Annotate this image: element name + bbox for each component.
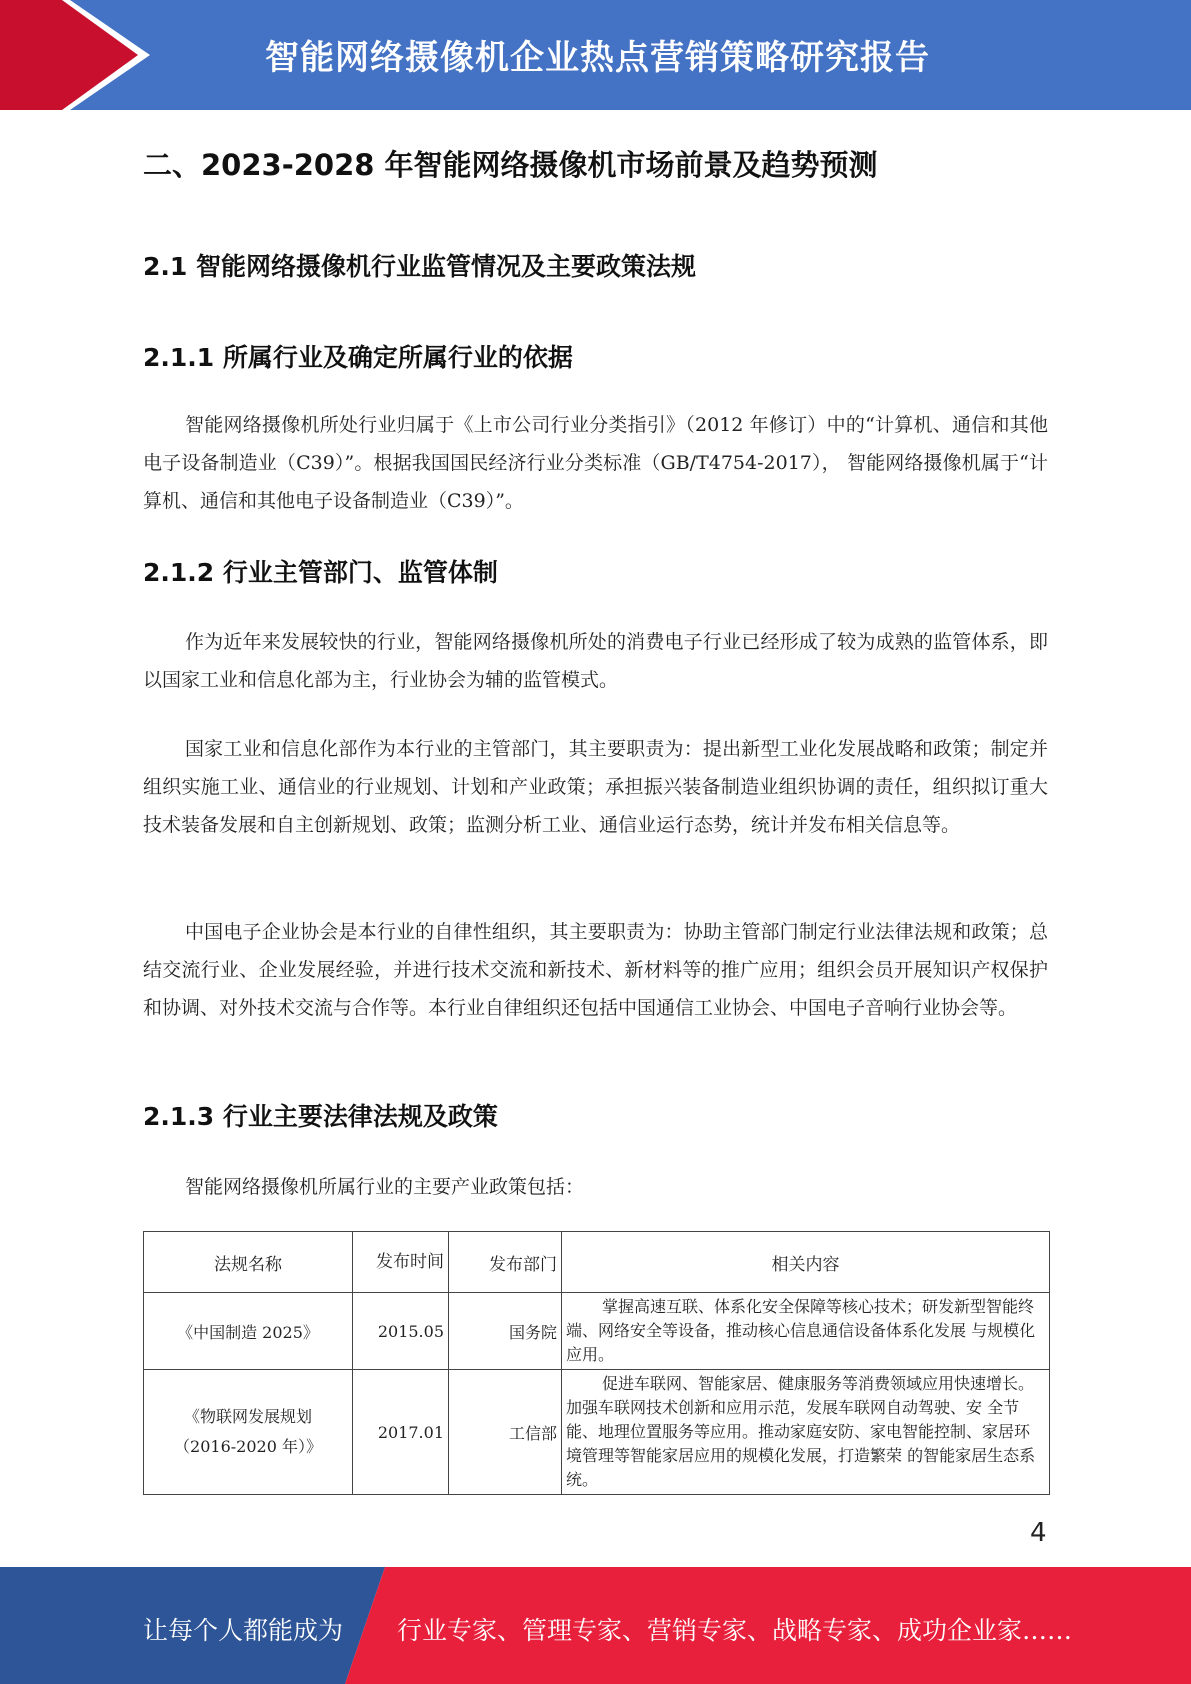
cell-content-text: 掌握高速互联、体系化安全保障等核心技术；研发新型智能终端、网络安全等设备，推动核心信息通信设备体系化发展 与规模化应用。 [566,1297,1036,1364]
page-header [0,0,1191,110]
heading-2-1-3: 2.1.3 行业主要法律法规及政策 [143,1102,498,1131]
cell-content [562,1293,1050,1370]
heading-2-1-2: 2.1.2 行业主管部门、监管体制 [143,558,498,587]
header-name: 法规名称 [144,1232,353,1293]
cell-date: 2015.05 [353,1293,449,1370]
cell-name-line-2: （2016-2020 年）》 [174,1437,322,1456]
cell-name-line-1: 《物联网发展规划 [183,1407,312,1426]
paragraph-industry-basis: 智能网络摄像机所处行业归属于《上市公司行业分类指引》（2012 年修订）中的“计算机、通信和其他电子设备制造业（C39）”。根据我国国民经济行业分类标准（GB/T4754-2017）， 智能网络摄像机属于“计算机、通信和其他电子设备制造业（C39）”。 [143,414,1048,512]
table-row [144,1370,1050,1495]
heading-1: 二、2023-2028 年智能网络摄像机市场前景及趋势预测 [143,148,878,182]
heading-2-1-1: 2.1.1 所属行业及确定所属行业的依据 [143,343,573,372]
footer-slogan-right: 行业专家、管理专家、营销专家、战略专家、成功企业家…… [397,1616,1073,1645]
header-content: 相关内容 [562,1232,1050,1293]
page-number: 4 [1030,1518,1047,1548]
report-title: 智能网络摄像机企业热点营销策略研究报告 [265,38,930,78]
cell-date: 2017.01 [353,1370,449,1495]
footer-slogan-left: 让每个人都能成为 [143,1616,344,1645]
cell-content [562,1370,1050,1495]
header-date: 发布时间 [353,1232,449,1293]
cell-name [144,1370,353,1495]
cell-content-text: 促进车联网、智能家居、健康服务等消费领域应用快速增长。 加强车联网技术创新和应用示范，发展车联网自动驾驶、安 全节能、地理位置服务等应用。推动家庭安防、家电智能控制、家居环境管理等智能家居应用的规模化发展，打造繁荣 的智能家居生态系统。 [566,1374,1036,1489]
table-row [144,1293,1050,1370]
paragraph-regulatory-system: 作为近年来发展较快的行业，智能网络摄像机所处的消费电子行业已经形成了较为成熟的监管体系，即以国家工业和信息化部为主，行业协会为辅的监管模式。 [143,631,1048,691]
header-arrow-icon [0,0,160,110]
page-footer [0,1567,1191,1684]
paragraph-miit-duties: 国家工业和信息化部作为本行业的主管部门，其主要职责为：提出新型工业化发展战略和政策；制定并组织实施工业、通信业的行业规划、计划和产业政策；承担振兴装备制造业组织协调的责任，组织拟订重大技术装备发展和自主创新规划、政策；监测分析工业、通信业运行态势，统计并发布相关信息等。 [143,738,1048,836]
table-header-row [144,1232,1050,1293]
heading-2-1: 2.1 智能网络摄像机行业监管情况及主要政策法规 [143,252,696,281]
cell-dept: 国务院 [449,1293,562,1370]
cell-dept: 工信部 [449,1370,562,1495]
header-dept: 发布部门 [449,1232,562,1293]
paragraph-association-duties: 中国电子企业协会是本行业的自律性组织，其主要职责为：协助主管部门制定行业法律法规和政策；总结交流行业、企业发展经验，并进行技术交流和新技术、新材料等的推广应用；组织会员开展知识产权保护和协调、对外技术交流与合作等。本行业自律组织还包括中国通信工业协会、中国电子音响行业协会等。 [143,921,1048,1019]
policy-table [143,1231,1050,1495]
paragraph-policy-intro: 智能网络摄像机所属行业的主要产业政策包括： [185,1176,585,1198]
cell-name: 《中国制造 2025》 [144,1293,353,1370]
